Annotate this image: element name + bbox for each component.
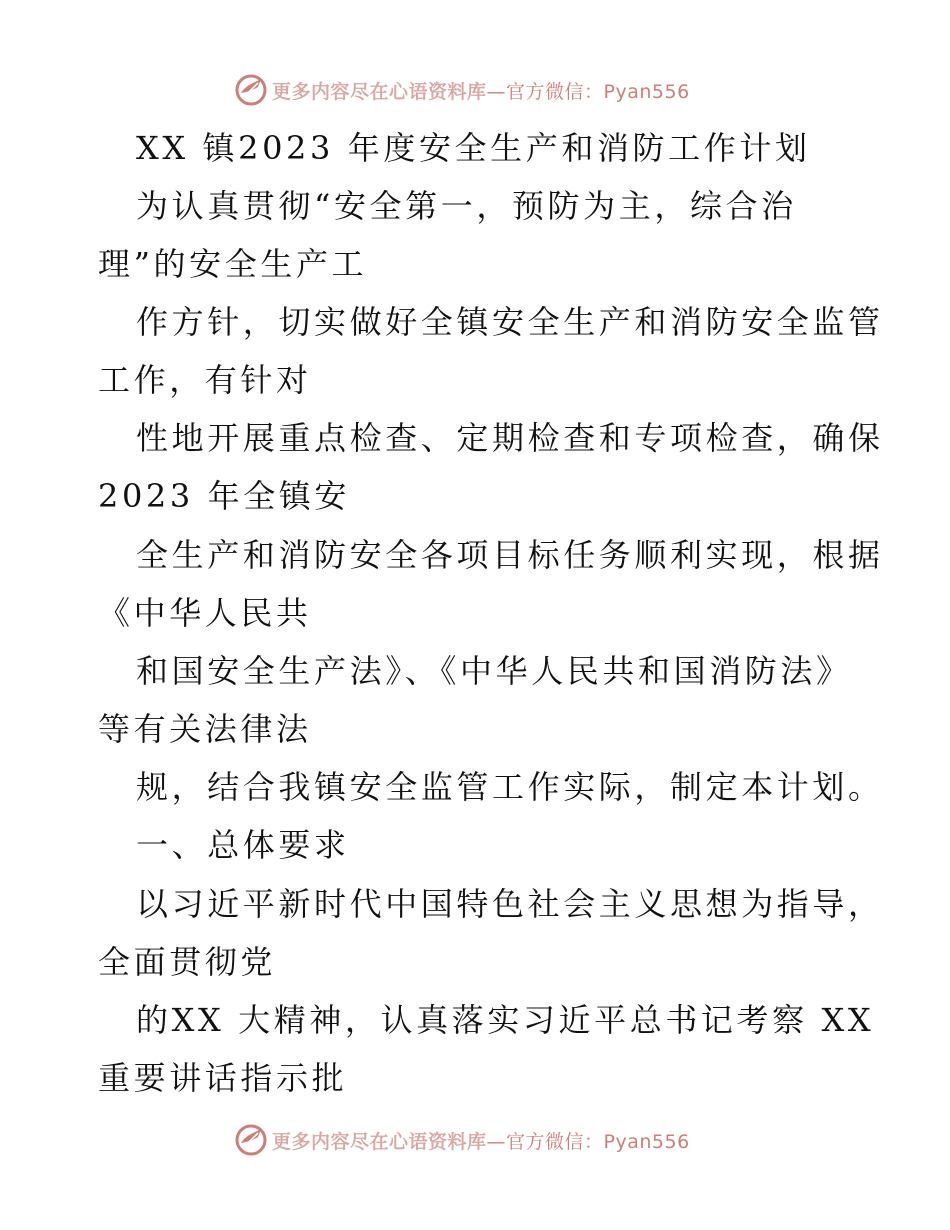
text-line: 全生产和消防安全各项目标任务顺利实现，根据 — [136, 536, 884, 574]
text-line: 《中华人民共 — [98, 594, 312, 632]
text-line: 的XX 大精神，认真落实习近平总书记考察 XX — [136, 1001, 875, 1039]
watermark-footer — [234, 1122, 690, 1158]
text-line: 理”的安全生产工 — [98, 245, 368, 283]
text-line: 工作，有针对 — [98, 361, 312, 399]
watermark-main-text: 更多内容尽在心语资料库 — [272, 80, 487, 103]
section-heading: 一、总体要求 — [136, 826, 350, 864]
text-line: 重要讲话指示批 — [98, 1059, 348, 1097]
text-line: 等有关法律法 — [98, 710, 312, 748]
document-title: XX 镇2023 年度安全生产和消防工作计划 — [136, 129, 811, 167]
text-line: 全面贯彻党 — [98, 943, 277, 981]
watermark-contact-text: —官方微信：Pyan556 — [486, 80, 690, 103]
text-line: 作方针，切实做好全镇安全生产和消防安全监管 — [136, 303, 884, 341]
watermark-main-text: 更多内容尽在心语资料库 — [272, 1130, 487, 1153]
text-line: 和国安全生产法》、《中华人民共和国消防法》 — [136, 652, 852, 690]
text-line: 2023 年全镇安 — [98, 477, 351, 515]
text-line: 为认真贯彻“安全第一，预防为主，综合治 — [136, 187, 797, 225]
text-line: 规，结合我镇安全监管工作实际，制定本计划。 — [136, 768, 884, 806]
pen-logo-icon — [234, 1123, 268, 1157]
watermark-header — [234, 72, 690, 108]
text-line: 以习近平新时代中国特色社会主义思想为指导， — [136, 885, 884, 923]
text-line: 性地开展重点检查、定期检查和专项检查，确保 — [136, 419, 884, 457]
watermark-contact-text: —官方微信：Pyan556 — [486, 1130, 690, 1153]
pen-logo-icon — [234, 73, 268, 107]
